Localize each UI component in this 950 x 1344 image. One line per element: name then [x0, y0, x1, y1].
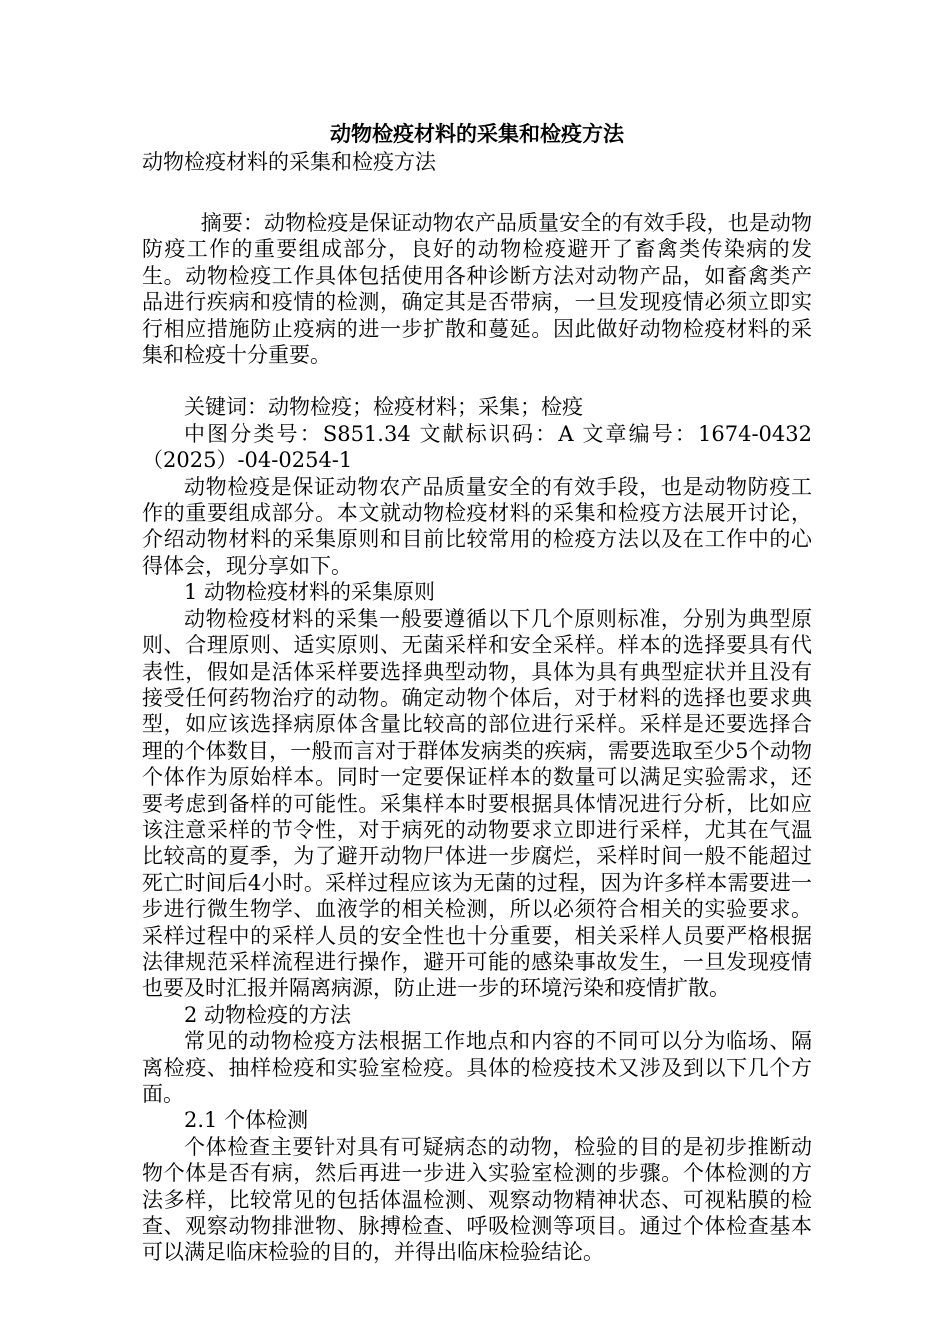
abstract-paragraph: 摘要：动物检疫是保证动物农产品质量安全的有效手段，也是动物防疫工作的重要组成部分，良好的动物检疫避开了畜禽类传染病的发生。动物检疫工作具体包括使用各种诊断方法对动物产品，如畜禽类产品进行疾病和疫情的检测，确定其是否带病，一旦发现疫情必须立即实行相应措施防止疫病的进一步扩散和蔓延。因此做好动物检疫材料的采集和检疫十分重要。	[142, 211, 812, 368]
document-subtitle: 动物检疫材料的采集和检疫方法	[142, 150, 436, 174]
section-2-1-heading: 2.1 个体检测	[184, 1108, 309, 1133]
section-2-body: 常见的动物检疫方法根据工作地点和内容的不同可以分为临场、隔离检疫、抽样检疫和实验室检疫。具体的检疫技术又涉及到以下几个方面。	[142, 1029, 812, 1106]
section-2-1-body: 个体检查主要针对具有可疑病态的动物，检验的目的是初步推断动物个体是否有病，然后再进一步进入实验室检测的步骤。个体检测的方法多样，比较常见的包括体温检测、观察动物精神状态、可视粘膜的检查、观察动物排泄物、脉搏检查、呼吸检测等项目。通过个体检查基本可以满足临床检验的目的，并得出临床检验结论。	[142, 1134, 812, 1265]
section-1-heading: 1 动物检疫材料的采集原则	[184, 580, 436, 605]
section-1-body: 动物检疫材料的采集一般要遵循以下几个原则标准，分别为典型原则、合理原则、适实原则、无菌采样和安全采样。样本的选择要具有代表性，假如是活体采样要选择典型动物，具体为具有典型症状并且没有接受任何药物治疗的动物。确定动物个体后，对于材料的选择也要求典型，如应该选择病原体含量比较高的部位进行采样。采样是还要选择合理的个体数目，一般而言对于群体发病类的疾病，需要选取至少5个动物个体作为原始样本。同时一定要保证样本的数量可以满足实验需求，还要考虑到备样的可能性。采集样本时要根据具体情况进行分析，比如应该注意采样的节令性，对于病死的动物要求立即进行采样，尤其在气温比较高的夏季，为了避开动物尸体进一步腐烂，采样时间一般不能超过死亡时间后4小时。采样过程应该为无菌的过程，因为许多样本需要进一步进行微生物学、血液学的相关检测，所以必须符合相关的实验要求。采样过程中的采样人员的安全性也十分重要，相关采样人员要严格根据法律规范采样流程进行操作，避开可能的感染事故发生，一旦发现疫情也要及时汇报并隔离病源，防止进一步的环境污染和疫情扩散。	[142, 606, 812, 1001]
spacer	[142, 368, 812, 394]
document-title: 动物检疫材料的采集和检疫方法	[330, 121, 624, 146]
classification-line: 中图分类号：S851.34 文献标识码：A 文章编号：1674-0432（2025）-04-0254-1	[142, 421, 812, 473]
document-page	[142, 120, 812, 1266]
intro-paragraph: 动物检疫是保证动物农产品质量安全的有效手段，也是动物防疫工作的重要组成部分。本文就动物检疫材料的采集和检疫方法展开讨论，介绍动物材料的采集原则和目前比较常用的检疫方法以及在工作中的心得体会，现分享如下。	[142, 474, 812, 578]
keywords-line: 关键词：动物检疫；检疫材料；采集；检疫	[184, 395, 583, 420]
section-2-heading: 2 动物检疫的方法	[184, 1002, 352, 1027]
spacer	[142, 176, 812, 210]
